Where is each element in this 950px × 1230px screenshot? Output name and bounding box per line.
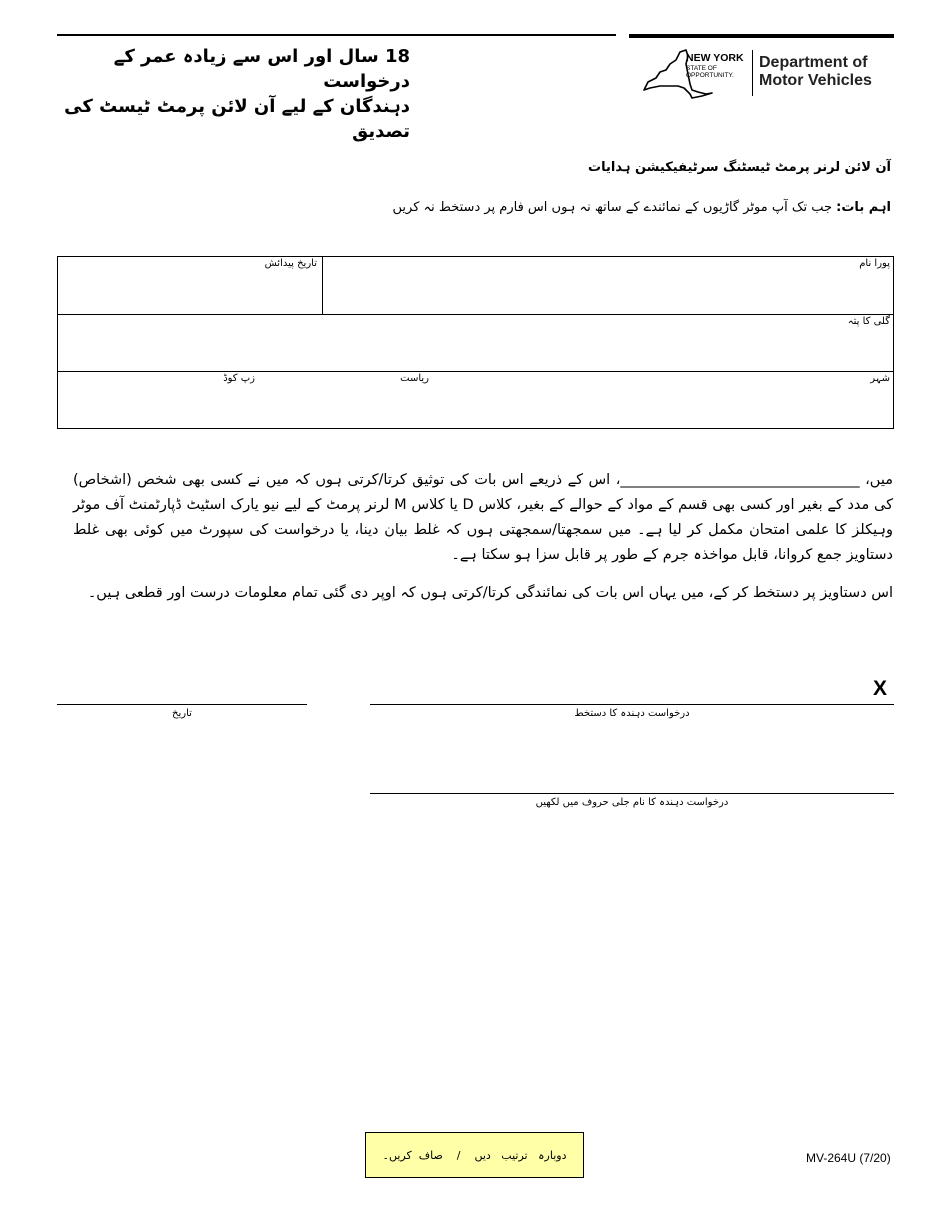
date-field[interactable]: [57, 704, 307, 705]
top-rule: [57, 34, 616, 36]
city-field[interactable]: شہر: [870, 373, 890, 384]
signature-label: درخواست دہندہ کا دستخط: [574, 708, 690, 719]
date-label: تاریخ: [172, 708, 192, 719]
dmv-logo: [640, 48, 890, 100]
signature-field[interactable]: [370, 704, 894, 705]
attestation-paragraph: میں، _________________________________، اس کے ذریعے اس بات کی توثیق کرتا/کرتی ہوں کہ میں نے کسی بھی شخص (اشخاص) کی مدد کے بغیر اور کسی بھی قسم کے مواد کے حوالے کے بغیر، کلاس D یا کلاس M لرنر پرمٹ کے لیے نیو یارک اسٹیٹ ڈپارٹمنٹ آف موٹر وہیکلز کا علمی امتحان مکمل کر لیا ہے۔ میں سمجھتا/سمجھتی ہوں کہ غلط بیان دینا، یا درخواست کی سپورٹ میں کوئی بھی غلط دستاویز جمع کروانا، قابل مواخذہ جرم کے طور پر قابل سزا ہو سکتا ہے۔: [73, 472, 893, 563]
print-name-field[interactable]: [370, 793, 894, 794]
certification-paragraph: اس دستاویز پر دستخط کر کے، میں یہاں اس بات کی نمائندگی کرتا/کرتی ہوں کہ اوپر دی گئی تمام معلومات درست اور قطعی ہیں۔: [87, 585, 893, 601]
reset-button-label: دوبارہ ترتیب دیں / صاف کریں۔: [382, 1148, 567, 1162]
ny-wordmark: NEW YORK: [686, 52, 744, 64]
table-divider: [58, 371, 893, 372]
dmv-wordmark: Department of Motor Vehicles: [759, 54, 872, 89]
print-name-label: درخواست دہندہ کا نام جلی حروف میں لکھیں: [535, 797, 729, 808]
signature-x-mark: X: [873, 677, 888, 700]
state-field[interactable]: ریاست: [400, 373, 429, 384]
important-notice: [393, 200, 891, 215]
street-address-field[interactable]: گلی کا پتہ: [847, 316, 890, 327]
table-divider: [322, 257, 323, 314]
table-divider: [58, 314, 893, 315]
zip-code-field[interactable]: زپ کوڈ: [223, 373, 255, 384]
top-rule-thick: [629, 34, 894, 38]
applicant-info-table: [57, 256, 894, 429]
instructions-heading: آن لائن لرنر پرمٹ ٹیسٹنگ سرٹیفیکیشن ہدایات: [588, 160, 891, 175]
title-line-1: 18 سال اور اس سے زیادہ عمر کے درخواست: [113, 46, 410, 92]
ny-tagline: STATE OF OPPORTUNITY.: [686, 65, 734, 79]
logo-divider: [752, 50, 753, 96]
full-name-field[interactable]: پورا نام: [859, 258, 890, 269]
form-code: MV-264U (7/20): [806, 1151, 891, 1165]
important-label: اہم بات:: [836, 200, 891, 215]
important-text: جب تک آپ موٹر گاڑیوں کے نمائندے کے ساتھ نہ ہوں اس فارم پر دستخط نہ کریں: [392, 200, 837, 215]
title-line-2: دہندگان کے لیے آن لائن پرمٹ ٹیسٹ کی تصدیق: [64, 96, 410, 142]
date-of-birth-field[interactable]: تاریخ پیدائش: [264, 258, 317, 269]
page-title: [60, 44, 410, 144]
reset-clear-button[interactable]: [365, 1132, 584, 1178]
